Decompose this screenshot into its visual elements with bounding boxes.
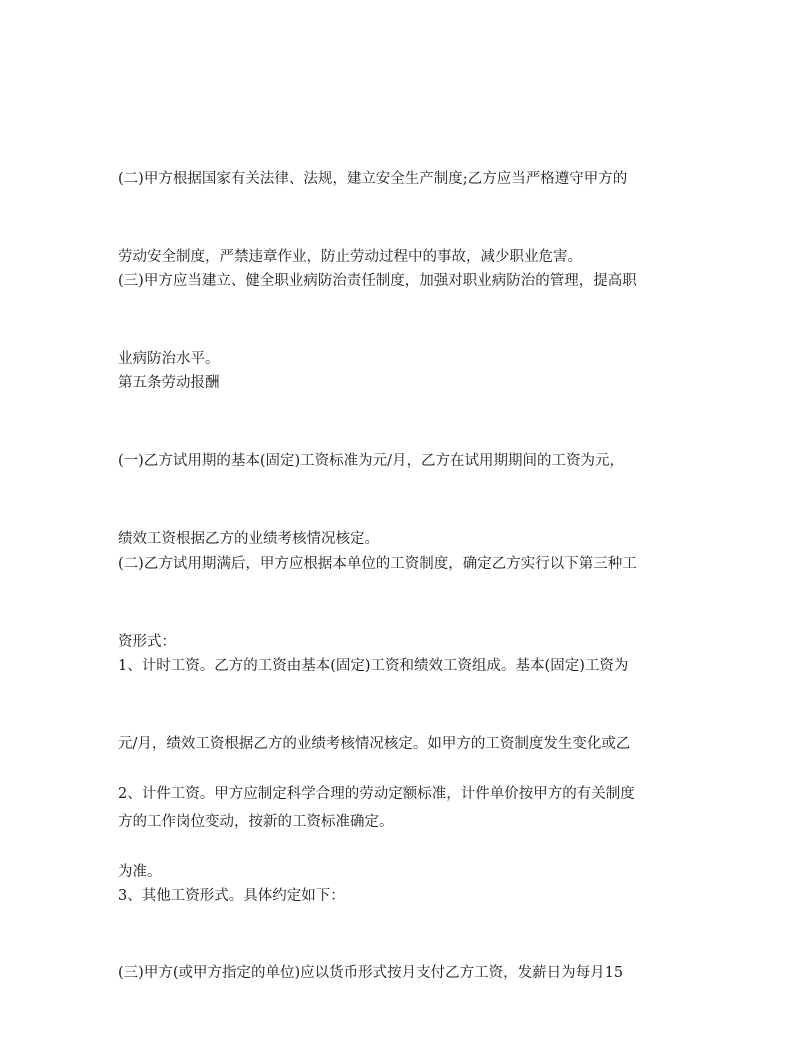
text-line: 2、计件工资。甲方应制定科学合理的劳动定额标准，计件单价按甲方的有关制度	[118, 786, 635, 802]
text-line: 为准。	[118, 864, 162, 880]
text-line: 资形式：	[118, 634, 176, 650]
text-line: 方的工作岗位变动，按新的工资标准确定。	[118, 814, 394, 830]
text-line: (三)甲方(或甲方指定的单位)应以货币形式按月支付乙方工资，发薪日为每月15	[118, 965, 624, 981]
text-line: (二)乙方试用期满后，甲方应根据本单位的工资制度，确定乙方实行以下第三种工	[118, 556, 637, 572]
text-line: 业病防治水平。	[118, 351, 220, 367]
text-line: (二)甲方根据国家有关法律、法规，建立安全生产制度;乙方应当严格遵守甲方的	[118, 171, 628, 187]
text-line: 1、计时工资。乙方的工资由基本(固定)工资和绩效工资组成。基本(固定)工资为	[118, 658, 629, 674]
text-line: 3、其他工资形式。具体约定如下：	[118, 888, 345, 904]
text-line: 劳动安全制度，严禁违章作业，防止劳动过程中的事故，减少职业危害。	[118, 249, 582, 265]
text-line: 绩效工资根据乙方的业绩考核情况核定。	[118, 531, 379, 547]
text-line: (一)乙方试用期的基本(固定)工资标准为元/月，乙方在试用期期间的工资为元，	[118, 453, 625, 469]
text-line: 元/月，绩效工资根据乙方的业绩考核情况核定。如甲方的工资制度发生变化或乙	[118, 736, 631, 752]
pay-3-paragraph	[118, 908, 683, 1038]
section-heading: 第五条劳动报酬	[118, 375, 220, 391]
text-line: (三)甲方应当建立、健全职业病防治责任制度，加强对职业病防治的管理，提高职	[118, 273, 637, 289]
